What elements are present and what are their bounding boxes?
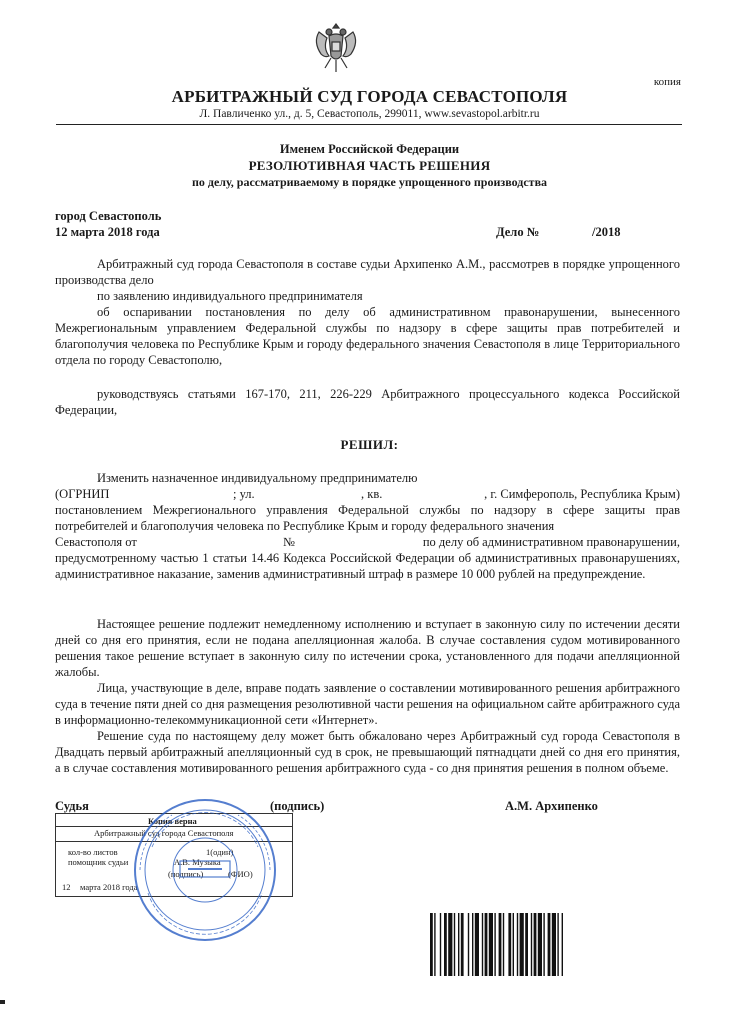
paragraph-guided — [55, 386, 680, 418]
copy-box-court: Арбитражный суд города Севастополя — [94, 828, 234, 838]
paragraph-text: Лица, участвующие в деле, вправе подать заявление о составлении мотивированного решения арбитражного суда в течение пяти дней со дня размещения резолютивной части решения на официальном сайте арбитражного суда в информационно-телекоммуникационной сети «Интернет». — [55, 681, 680, 727]
sheets-value: 1(один) — [206, 847, 234, 857]
resolution-line-ogrnip — [55, 486, 680, 502]
coat-of-arms-icon — [309, 18, 363, 76]
paragraph-text: Арбитражный суд города Севастополя в составе судьи Архипенко А.М., рассмотрев в порядке упрощенного производства дело — [55, 257, 680, 287]
assistant-label: помощник судьи — [68, 857, 129, 867]
barcode-icon — [430, 913, 678, 976]
paragraph-intro — [55, 256, 680, 368]
ogrnip-label: (ОГРНИП — [55, 487, 110, 501]
copy-box-title: Копия верна — [148, 816, 197, 826]
copy-date-month: марта 2018 года — [80, 882, 138, 892]
copy-date-day: 12 — [62, 882, 71, 892]
case-number-label: Дело № — [496, 225, 540, 239]
paragraph-text: Настоящее решение подлежит немедленному исполнению и вступает в законную силу по истечении десяти дней со дня его принятия, если не подана апелляционная жалоба. В случае составления судом мотивированного решения такое решение вступает в законную силу по истечении срока, установленного для подачи апелляционной жалобы. — [55, 617, 680, 679]
paragraph-text: предусмотренному частью 1 статьи 14.46 Кодекса Российской Федерации об административных правонарушениях, административное наказание, заменив административный штраф в размере 10 000 рублей на предупреждение. — [55, 551, 680, 581]
header-divider — [56, 124, 682, 125]
date-from-label: Севастополя от — [55, 535, 137, 549]
resolved-heading: РЕШИЛ: — [340, 437, 399, 452]
city-region-label: , г. Симферополь, Республика Крым) — [484, 487, 680, 501]
copy-mark: копия — [653, 76, 681, 88]
paragraph-text: об оспаривании постановления по делу об административном правонарушении, вынесенного Межрегиональным управлением Федеральной службы по надзору в сфере защиты прав потребителей и благополучия человека по Республике Крым и городу федерального значения Севастополя в лице Территориального отдела по городу Севастополю, — [55, 305, 680, 367]
paragraph-text: постановлением Межрегионального управления Федеральной службы по надзору в сфере защиты прав потребителей и благополучия человека по Республике Крым и городу федерального значения — [55, 503, 680, 533]
document-title: РЕЗОЛЮТИВНАЯ ЧАСТЬ РЕШЕНИЯ — [248, 158, 491, 173]
copy-sig-label: (подпись) — [168, 869, 204, 879]
city: город Севастополь — [55, 209, 162, 223]
court-address: Л. Павличенко ул., д. 5, Севастополь, 299011, www.sevastopol.arbitr.ru — [199, 108, 540, 120]
apartment-label: , кв. — [361, 487, 383, 501]
number-label: № — [283, 535, 295, 549]
paragraph-text: Изменить назначенное индивидуальному предпринимателю — [97, 471, 418, 485]
signature-label: (подпись) — [270, 799, 325, 813]
assistant-name: А.В. Музыка — [174, 857, 221, 867]
judge-role: Судья — [55, 799, 89, 813]
resolution-line-date — [55, 534, 680, 550]
sheets-label: кол-во листов — [68, 847, 118, 857]
fio-label: (ФИО) — [228, 869, 253, 879]
street-label: ; ул. — [233, 487, 255, 501]
paragraph-text: Решение суда по настоящему делу может быть обжаловано через Арбитражный суд города Севастополя в Двадцать первый арбитражный апелляционный суд в срок, не превышающий пятнадцати дней со дня его принятия, а в случае составления мотивированного решения арбитражного суда - со дня принятия решения в полном объеме. — [55, 729, 680, 775]
decision-date: 12 марта 2018 года — [55, 225, 160, 239]
paragraph-text: руководствуясь статьями 167-170, 211, 226-229 Арбитражного процессуального кодекса Российской Федерации, — [55, 387, 680, 417]
court-name: АРБИТРАЖНЫЙ СУД ГОРОДА СЕВАСТОПОЛЯ — [171, 87, 568, 106]
title-line-1: Именем Российской Федерации — [279, 142, 460, 156]
paragraph-entry-force — [55, 616, 680, 776]
edge-mark — [0, 1000, 5, 1004]
case-ref-label: по делу об административном правонарушении, — [422, 535, 680, 549]
case-year: /2018 — [592, 225, 621, 239]
title-line-3: по делу, рассматриваемому в порядке упрощенного производства — [191, 175, 548, 189]
judge-name: А.М. Архипенко — [505, 799, 598, 813]
paragraph-resolution — [55, 470, 680, 582]
court-seal-icon — [132, 797, 278, 943]
paragraph-text: по заявлению индивидуального предпринимателя — [97, 289, 363, 303]
